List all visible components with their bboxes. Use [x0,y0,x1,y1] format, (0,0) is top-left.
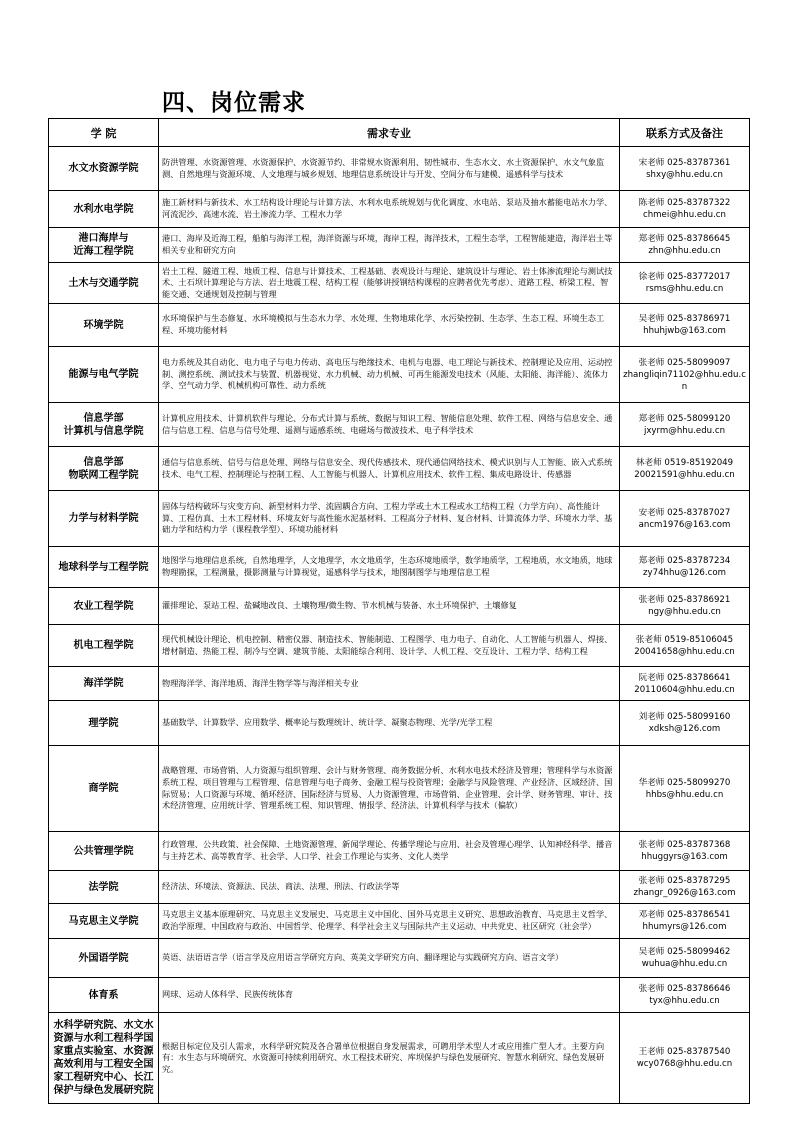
contact-cell: 王老师 025-83787540 wcy0768@hhu.edu.cn [620,1013,750,1104]
majors-cell: 英语、法语语言学（语言学及应用语言学研究方向、英美文学研究方向、翻译理论与实践研究方向、语言文学） [159,939,620,978]
college-cell: 体育系 [49,978,159,1013]
college-cell: 信息学部 物联网工程学院 [49,447,159,491]
table-row [49,904,750,939]
majors-cell: 基础数学、计算数学、应用数学、概率论与数理统计、统计学、凝聚态物理、光学/光学工程 [159,701,620,746]
majors-cell: 现代机械设计理论、机电控制、精密仪器、制造技术、智能制造、工程图学、电力电子、自动化、人工智能与机器人、焊接、增材制造、热能工程、制冷与空调、建筑节能、太阳能综合利用、设计学、人机工程、交互设计、工程力学、结构工程 [159,625,620,667]
table-row [49,263,750,304]
table-row [49,147,750,191]
contact-cell: 林老师 0519-85192049 20021591@hhu.edu.cn [620,447,750,491]
college-cell: 农业工程学院 [49,588,159,625]
majors-cell: 通信与信息系统、信号与信息处理、网络与信息安全、现代传感技术、现代通信网络技术、模式识别与人工智能、嵌入式系统技术、电气工程、控制理论与控制工程、人工智能与机器人、计算机应用技术、软件工程、集成电路设计、传感器 [159,447,620,491]
college-cell: 水利水电学院 [49,191,159,228]
table-row [49,491,750,547]
majors-cell: 网球、运动人体科学、民族传统体育 [159,978,620,1013]
majors-cell: 马克思主义基本原理研究、马克思主义发展史、马克思主义中国化、国外马克思主义研究、思想政治教育、马克思主义哲学、政治学原理、中国政府与政治、中国哲学、伦理学、科学社会主义与国际共产主义运动、中共党史、社区研究（社会学） [159,904,620,939]
table-row [49,447,750,491]
table-row [49,625,750,667]
college-cell: 港口海岸与 近海工程学院 [49,228,159,263]
contact-cell: 吴老师 025-83786971 hhuhjwb@163.com [620,304,750,347]
table-row [49,588,750,625]
college-cell: 能源与电气学院 [49,347,159,403]
college-cell: 马克思主义学院 [49,904,159,939]
table-row [49,191,750,228]
college-cell: 商学院 [49,746,159,832]
table-row [49,403,750,447]
majors-cell: 行政管理、公共政策、社会保障、土地资源管理、新闻学理论、传播学理论与应用、社会及管理心理学、认知神经科学、播音与主持艺术、高等教育学、社会学、人口学、社会工作理论与实务、文化人类学 [159,832,620,871]
college-cell: 水科学研究院、水文水资源与水利工程科学国家重点实验室、水资源高效利用与工程安全国家工程研究中心、长江保护与绿色发展研究院 [49,1013,159,1104]
majors-cell: 根据目标定位及引人需求，水科学研究院及各合署单位根据自身发展需求，可聘用学术型人才或应用推广型人才。主要方向有：水生态与环境研究、水资源可持续利用研究、水工程技术研究、库坝保护与绿色发展研究、智慧水利研究、绿色发展研究。 [159,1013,620,1104]
college-cell: 环境学院 [49,304,159,347]
table-row [49,304,750,347]
contact-cell: 郑老师 025-83786645 zhn@hhu.edu.cn [620,228,750,263]
table-row [49,871,750,904]
table-row [49,347,750,403]
header-majors: 需求专业 [159,119,620,147]
header-college: 学 院 [49,119,159,147]
contact-cell: 张老师 025-83786921 ngy@hhu.edu.cn [620,588,750,625]
table-row [49,1013,750,1104]
college-cell: 机电工程学院 [49,625,159,667]
contact-cell: 陈老师 025-83787322 chmei@hhu.edu.cn [620,191,750,228]
contact-cell: 张老师 025-58099097 zhangliqin71102@hhu.edu.cn [620,347,750,403]
contact-cell: 郑老师 025-83787234 zy74hhu@126.com [620,547,750,588]
contact-cell: 张老师 025-83787295 zhangr_0926@163.com [620,871,750,904]
majors-cell: 经济法、环境法、资源法、民法、商法、法理、刑法、行政法学等 [159,871,620,904]
contact-cell: 刘老师 025-58099160 xdksh@126.com [620,701,750,746]
table-header-row [49,119,750,147]
college-cell: 地球科学与工程学院 [49,547,159,588]
majors-cell: 防洪管理、水资源管理、水资源保护、水资源节约、非常规水资源利用、韧性城市、生态水文、水土资源保护、水文气象监测、自然地理与资源环境、人文地理与城乡规划、地理信息系统设计与开发、空间分布与建模、遥感科学与技术 [159,147,620,191]
table-row [49,667,750,701]
college-cell: 理学院 [49,701,159,746]
college-cell: 信息学部 计算机与信息学院 [49,403,159,447]
header-contact: 联系方式及备注 [620,119,750,147]
majors-cell: 计算机应用技术、计算机软件与理论、分布式计算与系统、数据与知识工程、智能信息处理、软件工程、网络与信息安全、通信与信息工程、信息与信号处理、遥测与遥感系统、电磁场与微波技术、电子科学技术 [159,403,620,447]
majors-cell: 战略管理、市场营销、人力资源与组织管理、会计与财务管理、商务数据分析、水利水电技术经济及管理；管理科学与水资源系统工程、项目管理与工程管理、信息管理与电子商务、金融工程与投资管理；金融学与风险管理、产业经济、区域经济、国际贸易；人口资源与环境、循环经济、国际经济与贸易、人力资源管理、市场营销、企业管理、会计学、财务管理、审计、技术经济管理、应用统计学、管理系统工程、知识管理、情报学、经济法、计算机科学与技术（偏软） [159,746,620,832]
contact-cell: 郑老师 025-58099120 jxyrm@hhu.edu.cn [620,403,750,447]
majors-cell: 固体与结构破坏与灾变方向、新型材料力学、流固耦合方向、工程力学或土木工程或水工结构工程（力学方向）、高性能计算、工程仿真、土木工程材料、环境友好与高性能水泥基材料、工程高分子材料、复合材料、计算流体力学、环境水力学、基础力学和结构力学（课程教学型）、环境功能材料 [159,491,620,547]
contact-cell: 邓老师 025-83786541 hhumyrs@126.com [620,904,750,939]
majors-cell: 港口、海岸及近海工程，船舶与海洋工程，海洋资源与环境，海岸工程，海洋技术，工程生态学，工程智能建造，海洋岩土等相关专业和研究方向 [159,228,620,263]
table-row [49,701,750,746]
table-row [49,547,750,588]
contact-cell: 吴老师 025-58099462 wuhua@hhu.edu.cn [620,939,750,978]
table-row [49,832,750,871]
majors-cell: 地图学与地理信息系统，自然地理学，人文地理学，水文地质学，生态环境地质学，数学地质学，工程地质，水文地质，地球物理勘探，工程测量，摄影测量与计算视觉，遥感科学与技术，地图制图学与地理信息工程 [159,547,620,588]
contact-cell: 徐老师 025-83772017 rsms@hhu.edu.cn [620,263,750,304]
majors-cell: 电力系统及其自动化、电力电子与电力传动、高电压与绝缘技术、电机与电器、电工理论与新技术、控制理论及应用、运动控制、测控系统、测试技术与装置、机器视觉、水力机械、动力机械、可再生能源发电技术（风能、太阳能、海洋能）、流体力学、空气动力学、机械机构可靠性、动力系统 [159,347,620,403]
position-requirements-table [48,118,750,1104]
table-row [49,978,750,1013]
college-cell: 海洋学院 [49,667,159,701]
majors-cell: 岩土工程、隧道工程、地质工程、信息与计算技术、工程基础、表观设计与理论、建筑设计与理论、岩土体渗流理论与测试技术、土石坝计算理论与方法、岩土地震工程、结构工程（能够讲授钢结构课程的应聘者优先考虑）、道路工程、桥梁工程、智能交通、交通规划及控制与管理 [159,263,620,304]
table-row [49,939,750,978]
contact-cell: 张老师 025-83787368 hhuggyrs@163.com [620,832,750,871]
majors-cell: 水环境保护与生态修复、水环境模拟与生态水力学、水处理、生物地球化学、水污染控制、生态学、生态工程、环境生态工程、环境功能材料 [159,304,620,347]
college-cell: 水文水资源学院 [49,147,159,191]
page-title: 四、岗位需求 [162,90,306,116]
majors-cell: 物理海洋学、海洋地质、海洋生物学等与海洋相关专业 [159,667,620,701]
contact-cell: 宋老师 025-83787361 shxy@hhu.edu.cn [620,147,750,191]
contact-cell: 华老师 025-58099270 hhbs@hhu.edu.cn [620,746,750,832]
majors-cell: 灌排理论、泵站工程、盐碱地改良、土壤物理/微生物、节水机械与装备、水土环境保护、土壤修复 [159,588,620,625]
college-cell: 土木与交通学院 [49,263,159,304]
college-cell: 外国语学院 [49,939,159,978]
college-cell: 力学与材料学院 [49,491,159,547]
table-row [49,746,750,832]
contact-cell: 阮老师 025-83786641 20110604@hhu.edu.cn [620,667,750,701]
contact-cell: 张老师 0519-85106045 20041658@hhu.edu.cn [620,625,750,667]
table-row [49,228,750,263]
college-cell: 公共管理学院 [49,832,159,871]
contact-cell: 安老师 025-83787027 ancm1976@163.com [620,491,750,547]
contact-cell: 张老师 025-83786646 tyx@hhu.edu.cn [620,978,750,1013]
majors-cell: 施工新材料与新技术、水工结构设计理论与计算方法、水利水电系统规划与优化调度、水电站、泵站及抽水蓄能电站水力学、河流泥沙、高速水流、岩土渗流力学、工程水力学 [159,191,620,228]
college-cell: 法学院 [49,871,159,904]
